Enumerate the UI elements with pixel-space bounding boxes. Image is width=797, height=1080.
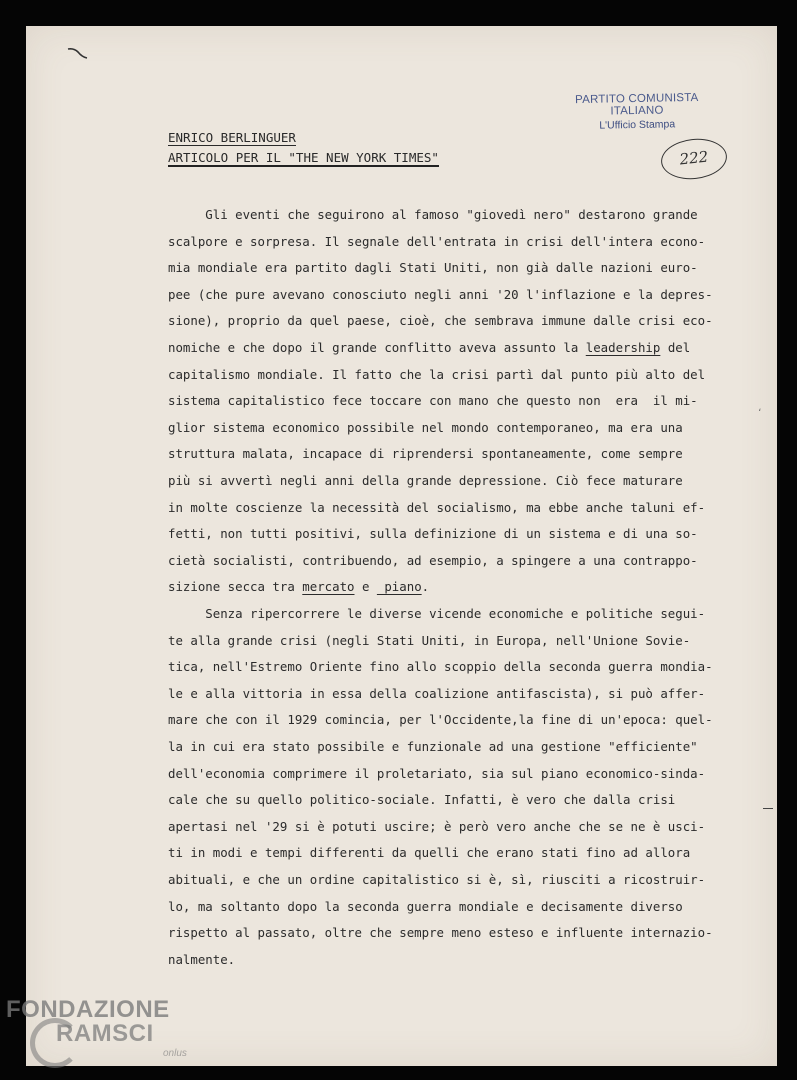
text-line (168, 447, 683, 461)
text-line (168, 474, 683, 488)
text-line (168, 235, 705, 249)
watermark-onlus: onlus (163, 1048, 187, 1059)
text-segment: la in cui era stato possibile e funzionale ad una gestione "efficiente" (168, 739, 698, 754)
text-line (168, 580, 429, 594)
text-line (168, 341, 690, 355)
text-segment: Senza ripercorrere le diverse vicende economiche e politiche segui- (168, 606, 706, 621)
text-line (168, 527, 698, 541)
text-line (168, 660, 713, 674)
text-line (168, 288, 713, 302)
text-line (168, 820, 705, 834)
text-segment: cale che su quello politico-sociale. Infatti, è vero che dalla crisi (168, 792, 676, 808)
text-line (168, 261, 698, 275)
underlined-term: leadership (585, 340, 661, 355)
text-line (168, 953, 235, 967)
text-line (168, 501, 705, 515)
text-segment: pee (che pure avevano conosciuto negli anni '20 l'inflazione e la depres- (168, 286, 713, 302)
text-line (168, 846, 690, 860)
text-segment: cietà socialisti, contribuendo, ad esempio, a spingere a una contrappo- (168, 552, 698, 568)
text-segment: ti in modi e tempi differenti da quelli che erano stati fino ad allora (168, 845, 691, 861)
stamp-office: L'Ufficio Stampa (599, 118, 676, 132)
text-segment: abituali, e che un ordine capitalistico si è, sì, riusciti a ricostruir- (168, 872, 706, 887)
text-segment: lo, ma soltanto dopo la seconda guerra mondiale e decisamente diverso (168, 898, 683, 914)
stamp-party-name: PARTITO COMUNISTA ITALIANO (575, 91, 699, 118)
text-line (168, 607, 705, 621)
text-segment: sistema capitalistico fece toccare con mano che questo non era il mi- (168, 393, 698, 409)
text-segment: tica, nell'Estremo Oriente fino allo scoppio della seconda guerra mondia- (168, 659, 713, 675)
text-segment: rispetto al passato, oltre che sempre meno esteso e influente internazio- (168, 925, 713, 941)
text-segment: mare che con il 1929 comincia, per l'Occidente,la fine di un'epoca: quel- (168, 712, 713, 728)
text-line (168, 793, 675, 807)
text-segment: . (421, 579, 430, 595)
text-line (168, 767, 705, 781)
office-stamp (552, 92, 723, 133)
text-line (168, 368, 705, 382)
text-segment: nalmente. (168, 951, 236, 967)
watermark-foundation: FONDAZIONE (6, 996, 170, 1023)
text-segment: dell'economia comprimere il proletariato, sia sul piano economico-sinda- (168, 765, 706, 781)
text-segment: glior sistema economico possibile nel mondo contemporaneo, ma era una (168, 419, 683, 435)
text-line (168, 713, 713, 727)
text-segment: più si avvertì negli anni della grande depressione. Ciò fece maturare (168, 473, 683, 488)
margin-dash (763, 808, 773, 809)
text-segment: apertasi nel '29 si è potuti uscire; è però vero anche che se ne è usci- (168, 818, 706, 834)
text-line (168, 873, 705, 887)
article-title: ARTICOLO PER IL "THE NEW YORK TIMES" (168, 150, 439, 165)
text-segment: le e alla vittoria in essa della coalizione antifascista), si può affer- (168, 685, 706, 701)
paperclip-mark (66, 46, 88, 60)
text-segment: in molte coscienze la necessità del socialismo, ma ebbe anche taluni ef- (168, 499, 706, 515)
text-segment: te alla grande crisi (negli Stati Uniti, in Europa, nell'Unione Sovie- (168, 632, 691, 648)
text-segment: del (660, 340, 691, 355)
text-line (168, 634, 690, 648)
text-segment: Gli eventi che seguirono al famoso "giovedì nero" destarono grande (168, 207, 698, 222)
text-line (168, 687, 705, 701)
text-line (168, 208, 698, 222)
text-segment: mia mondiale era partito dagli Stati Uniti, non già dalle nazioni euro- (168, 260, 698, 276)
underlined-term: piano (376, 579, 422, 595)
text-segment: fetti, non tutti positivi, sulla definizione di un sistema e di una so- (168, 526, 698, 542)
page-number: 222 (678, 147, 710, 169)
text-line (168, 740, 698, 754)
watermark-gramsci: RAMSCI (56, 1020, 154, 1047)
underlined-term: mercato (302, 579, 355, 595)
text-segment: sione), proprio da quel paese, cioè, che sembrava immune dalle crisi eco- (168, 313, 713, 329)
text-line (168, 421, 683, 435)
text-line (168, 314, 713, 328)
article-title-heading (168, 150, 439, 167)
text-segment: nomiche e che dopo il grande conflitto aveva assunto la (168, 340, 586, 355)
author-name: ENRICO BERLINGUER (168, 130, 296, 145)
text-line (168, 554, 698, 568)
text-segment: e (354, 579, 377, 595)
author-heading (168, 130, 296, 146)
text-segment: sizione secca tra (168, 579, 303, 595)
margin-tick: ʻ (757, 408, 763, 418)
text-line (168, 926, 713, 940)
text-segment: capitalismo mondiale. Il fatto che la crisi partì dal punto più alto del (168, 366, 706, 382)
text-segment: scalpore e sorpresa. Il segnale dell'entrata in crisi dell'intera econo- (168, 233, 706, 249)
text-line (168, 394, 698, 408)
text-line (168, 900, 683, 914)
text-segment: struttura malata, incapace di riprendersi spontaneamente, come sempre (168, 446, 683, 462)
